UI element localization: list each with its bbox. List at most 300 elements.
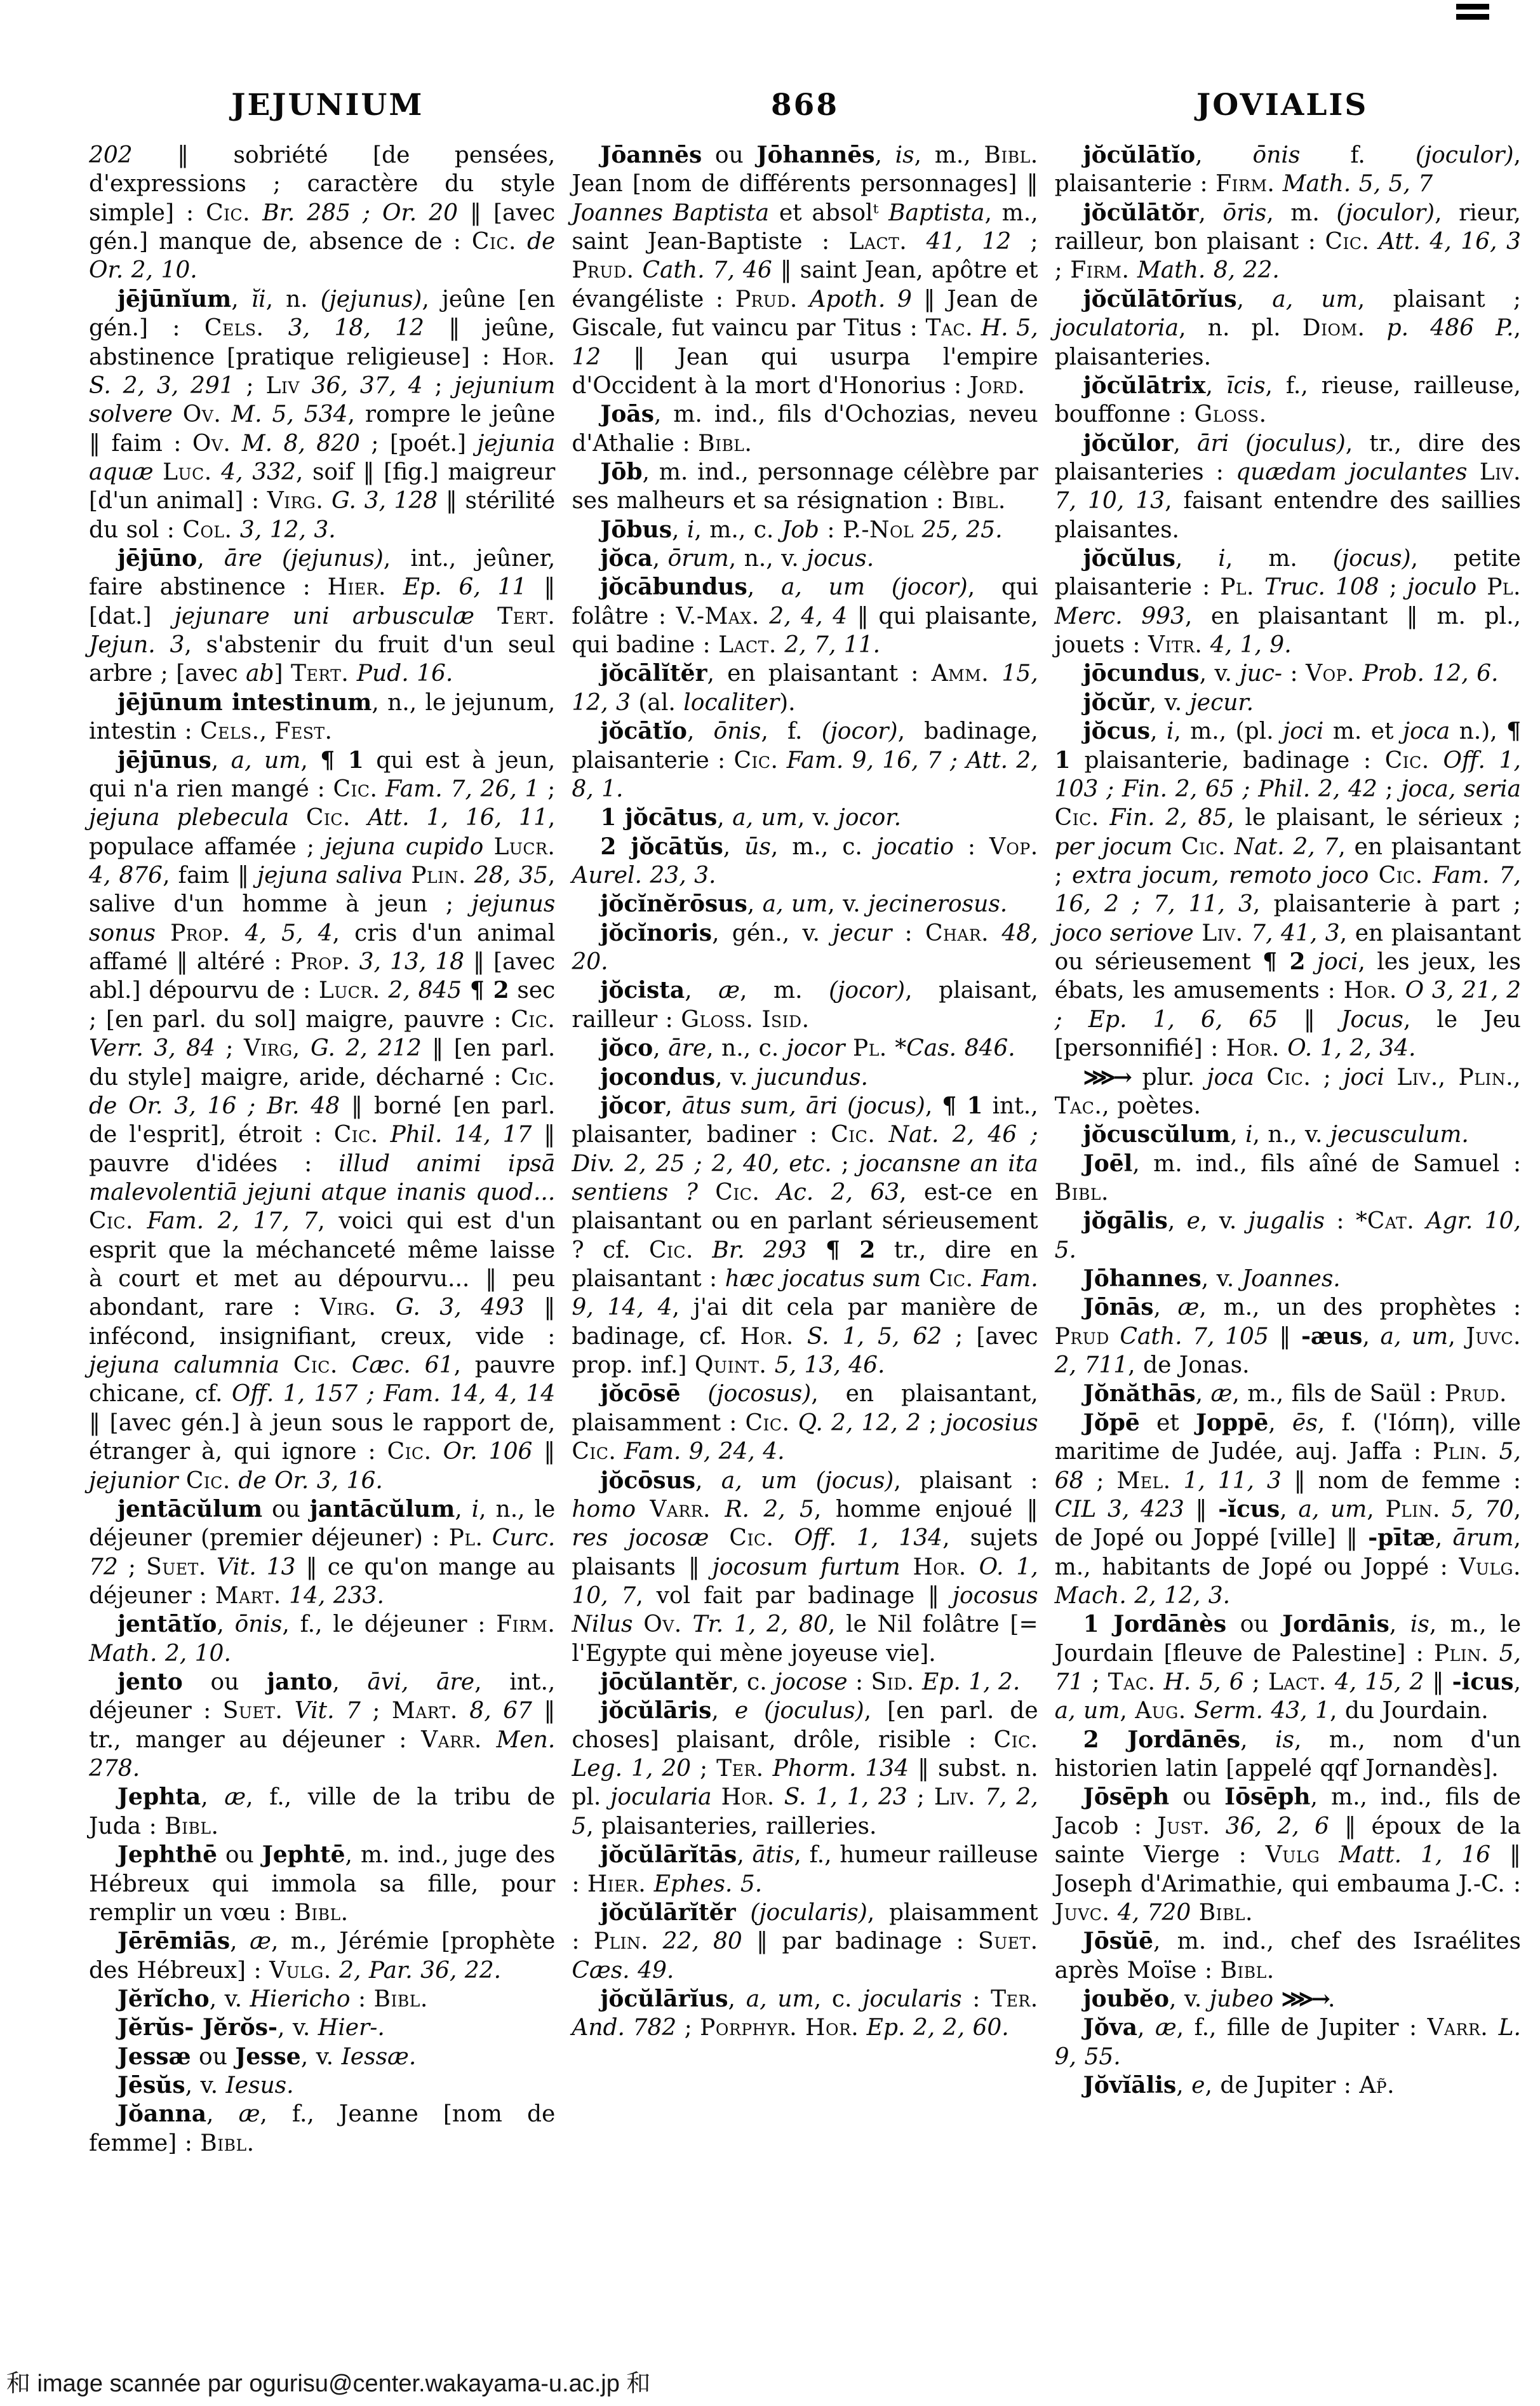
text-run: , f., fille de Jupiter : (1176, 2015, 1428, 2041)
text-run: quædam joculantes (1236, 459, 1468, 485)
text-run: jōcŭlantĕr (600, 1669, 732, 1696)
text-run: , (1137, 2015, 1155, 2041)
text-column (1055, 141, 1521, 2336)
text-run: ‖ Jean qui usurpa l'empire d'Occident à la mort d'Honorius : (572, 344, 1038, 399)
text-run: 15, 12, 3 (572, 661, 1038, 716)
dictionary-entry (572, 803, 1038, 832)
dictionary-entry (89, 1985, 555, 2013)
text-run: Hor. (913, 1554, 967, 1580)
text-run: ‖ (1277, 1006, 1341, 1033)
text-run: ; (676, 2015, 700, 2041)
text-run: ⋙→ (1083, 1063, 1130, 1091)
text-run: 3, 13, 18 (350, 949, 465, 976)
text-run: Tert. (497, 603, 556, 629)
text-run: , (1175, 546, 1219, 572)
text-run: illud animi ipsā malevolentiā jejuni atque inanis quod... (89, 1150, 556, 1206)
text-run: ‖ par badinage : (742, 1928, 979, 1955)
dictionary-entry (1055, 1207, 1521, 1265)
text-run: , en plaisantant ou sérieusement (1054, 920, 1521, 976)
text-run: , f. (761, 718, 822, 745)
text-run: 2, 845 (380, 978, 462, 1004)
text-run: ab (246, 661, 274, 687)
text-run: æ (224, 1784, 246, 1811)
text-run: (jejunus) (320, 286, 422, 313)
text-run: ; (215, 1035, 244, 1062)
dictionary-entry (1055, 429, 1521, 544)
text-run: Ephes. 5. (646, 1871, 763, 1897)
text-run: ĭi (251, 286, 266, 313)
text-run: ; (691, 1756, 717, 1782)
text-run: , voici qui est d'un esprit que la méchanceté même laisse à court et met au dépourvu... ‖ peu abondant, rare : (89, 1208, 556, 1321)
text-run: , f., ville de la tribu de Juda : (89, 1784, 556, 1839)
text-run: , m., c. (694, 516, 782, 543)
text-run: ‖ (1268, 1323, 1301, 1350)
text-run: , du Jourdain. (1329, 1698, 1489, 1724)
text-run: 41, 12 (907, 229, 1012, 255)
text-run: Ap̃. (1359, 2073, 1395, 2099)
text-run: Ov. (182, 401, 222, 428)
text-run: Ep. 1, 2. (914, 1669, 1021, 1696)
text-run: Hier-. (318, 2015, 385, 2041)
text-run: joubĕo (1083, 1986, 1169, 2012)
text-run: Bibl. (951, 488, 1006, 514)
text-run: Cic. (333, 776, 378, 802)
text-run: 28, 35 (465, 862, 548, 889)
text-run: ‖ (1424, 1669, 1452, 1696)
text-run: , (653, 1035, 669, 1062)
text-run: Jŏanna (117, 2100, 207, 2128)
dictionary-entry (1055, 1610, 1521, 1725)
text-run: ‖ Jean de Giscale, fut vaincu par Titus : (572, 286, 1038, 342)
text-run: ; (1083, 1467, 1117, 1494)
text-run (901, 1554, 913, 1580)
text-run: qui est à jeun, qui n'a rien mangé : (89, 747, 556, 802)
text-run: , m. (1225, 546, 1333, 572)
text-run: jŏcŭlārĭtās (600, 1841, 737, 1869)
text-run: a, um (762, 891, 828, 918)
text-run (1191, 1900, 1198, 1926)
text-run (483, 834, 493, 860)
text-run: , m., Jérémie [prophète des Hébreux] : (89, 1928, 556, 1984)
text-run: joculatoria (1054, 315, 1179, 342)
text-run: , en plaisantant ; (1054, 833, 1521, 889)
text-run: ‖ Joseph d'Arimathie, qui embauma J.-C. : (1054, 1842, 1521, 1897)
text-run: , (1240, 1726, 1275, 1753)
text-run: ; (360, 1698, 392, 1724)
dictionary-entry (572, 573, 1038, 659)
text-run: 202 (89, 142, 178, 168)
text-run: Tert. (291, 661, 349, 687)
text-run: , s'abstenir du fruit d'un seul arbre ; [avec (89, 632, 556, 687)
text-run (698, 1179, 715, 1206)
text-run: , faim ‖ (163, 862, 257, 889)
text-run: Off. 1, 103 ; Fin. 2, 65 ; Phil. 2, 42 (1054, 747, 1521, 802)
text-run: a, um (1298, 1496, 1367, 1522)
text-run: , plaisant, railleur : (572, 978, 1038, 1033)
text-run: jŏcus (1083, 718, 1151, 745)
text-run: Liv (265, 372, 300, 399)
dictionary-entry (572, 1985, 1038, 2043)
text-run: Curc. 72 (89, 1525, 556, 1580)
text-run (289, 805, 306, 831)
text-run: ¶ 1 (320, 746, 364, 774)
text-run: , m. ind., personnage célèbre par ses malheurs et sa résignation : (572, 459, 1038, 514)
text-run: Hor. (721, 1784, 775, 1811)
text-run: jecinerosus. (868, 891, 1008, 918)
dictionary-text (89, 141, 1521, 2336)
text-run: Vop. (1306, 661, 1355, 687)
text-run: Fin. 2, 85 (1099, 805, 1228, 831)
text-run: Or. 106 (431, 1439, 533, 1465)
dictionary-entry (572, 1668, 1038, 1697)
text-run: ; (1311, 1064, 1344, 1091)
text-run: , v. (300, 2043, 342, 2070)
text-run: Liv., Plin., Tac. (1054, 1064, 1521, 1119)
text-run: , (1150, 718, 1167, 745)
text-run: , (300, 747, 321, 774)
text-run: i (1245, 1122, 1253, 1148)
text-run: Nat. 2, 7 (1226, 833, 1339, 860)
dictionary-entry (572, 544, 1038, 573)
text-run: Jōb (600, 458, 643, 485)
text-run: ou (262, 1496, 310, 1522)
text-run: jocus. (807, 546, 874, 572)
text-run: Diom. (1302, 315, 1365, 342)
text-run: , (1167, 1208, 1187, 1235)
text-run: ‖ [avec gén.] à jeun sous le rapport de, étranger à, qui ignore : (89, 1409, 556, 1465)
text-run: Liv. (1202, 920, 1243, 946)
text-run: Cic. (206, 199, 251, 226)
dictionary-entry (572, 1697, 1038, 1841)
text-run: , (1198, 199, 1223, 226)
text-run: , homme enjoué ‖ (814, 1496, 1038, 1522)
text-run: i (1166, 718, 1174, 745)
dictionary-entry (1055, 1409, 1521, 1611)
dictionary-entry (1055, 1265, 1521, 1293)
text-run: , plaisanteries, railleries. (586, 1813, 877, 1839)
text-run: Vit. 7 (283, 1698, 361, 1724)
text-run (921, 1266, 928, 1292)
text-run: jantācŭlum (309, 1495, 455, 1522)
text-run: 2 Jordānēs (1083, 1726, 1241, 1753)
text-run: jŏcŭlārĭus (600, 1986, 728, 2012)
text-run: , (230, 1928, 250, 1955)
dictionary-entry (1055, 717, 1521, 1063)
text-run: Tr. 1, 2, 80 (681, 1611, 828, 1638)
text-run: Verr. 3, 84 (89, 1035, 215, 1062)
text-run: O. 1, 2, 34. (1279, 1035, 1416, 1062)
text-run: M. 8, 820 (231, 430, 360, 457)
text-run: H. 5, 12 (572, 315, 1038, 370)
text-run: Prud. (1444, 1381, 1507, 1408)
text-run: Quint. (694, 1352, 767, 1379)
text-run: , (652, 546, 668, 572)
text-run: jējūnus (117, 746, 211, 774)
text-run: jejunia aquæ (89, 430, 556, 485)
text-run: ‖ borné [en parl. de l'esprit], étroit : (89, 1092, 556, 1148)
text-run (403, 863, 411, 889)
text-run: Lact. (718, 632, 777, 659)
text-run: Cic. (1378, 862, 1423, 889)
text-run: L. 9, 55. (1054, 2015, 1521, 2070)
text-run: Ter. (716, 1756, 764, 1782)
text-run: Prud (1054, 1323, 1109, 1350)
text-run: , m. (740, 978, 829, 1004)
dictionary-entry (1055, 1120, 1521, 1149)
text-run: , m. (1266, 199, 1337, 226)
text-run: Virg. (267, 488, 324, 514)
text-run: , (206, 2101, 239, 2128)
text-run: , est-ce en plaisantant ou en parlant sérieusement ? cf. (572, 1179, 1038, 1263)
text-run: 4, 15, 2 (1326, 1669, 1424, 1696)
text-run: Varr. (650, 1496, 711, 1522)
text-run: Firm. (496, 1611, 556, 1638)
page-number: 868 (770, 88, 840, 123)
text-run: 48, 20. (572, 920, 1038, 976)
text-run: Firm. (1070, 257, 1130, 284)
text-run: , f., humeur railleuse : (572, 1842, 1038, 1897)
text-run: jŏcŭlātrix (1083, 372, 1206, 399)
text-run: Prud. (735, 286, 798, 313)
text-run: , sujets plaisants ‖ (572, 1525, 1038, 1580)
text-run: , (1435, 1525, 1453, 1552)
text-run: jējūnĭum (117, 285, 232, 313)
text-run: jŏcŭlātōrĭus (1083, 285, 1237, 313)
text-run: Cic. (89, 1208, 133, 1235)
text-run: 2, 4, 4 (759, 603, 848, 629)
text-run (636, 1496, 650, 1522)
text-run: Att. 4, 16, 3 (1369, 229, 1521, 255)
text-run: , soif ‖ [fig.] maigreur [d'un animal] : (89, 459, 556, 514)
text-run: Cic. (831, 1122, 876, 1148)
text-run: , v. (797, 805, 838, 831)
text-run: Truc. 108 (1254, 574, 1379, 601)
text-run: jŏcōsus (600, 1467, 696, 1494)
text-run: Cic. (1266, 1064, 1311, 1091)
text-run: , badinage, plaisanterie : (572, 718, 1038, 774)
text-run: jŏcĭnoris (600, 919, 713, 946)
text-run: Joannes. (1242, 1266, 1341, 1293)
text-run: , int., jeûner, faire abstinence : (89, 546, 556, 601)
dictionary-entry (1055, 141, 1521, 199)
text-run: Jesse (235, 2043, 301, 2070)
text-run: , (201, 1784, 225, 1811)
text-run: jējūno (117, 545, 198, 572)
dictionary-entry (1055, 659, 1521, 688)
text-run: Phorm. 134 (763, 1756, 909, 1782)
text-run: , (1268, 1409, 1292, 1436)
text-run: Bibl. (200, 2130, 255, 2156)
text-run: jŏcista (600, 977, 685, 1004)
text-run: 5, 71 (1054, 1640, 1521, 1696)
text-run: Phil. 14, 17 (378, 1122, 532, 1148)
text-run: 25, 25. (914, 516, 1003, 543)
text-run: ‖ tr., manger au déjeuner : (89, 1698, 556, 1753)
text-run: int., plaisanter, badiner : (572, 1092, 1038, 1148)
scanner-credit: 和 image scannée par ogurisu@center.wakayama-u.ac.jp 和 (6, 2370, 651, 2397)
text-run: Mart. (391, 1698, 458, 1724)
text-run: ⋙→ (1281, 1986, 1329, 2012)
text-run: Ov. (643, 1611, 682, 1638)
text-run: Pl. (1220, 574, 1254, 601)
text-run: , (1120, 1698, 1135, 1724)
text-run: , en plaisantant, plaisamment : (572, 1381, 1038, 1436)
text-run: (jocosus) (707, 1381, 812, 1408)
text-run: , (1195, 1381, 1211, 1408)
text-run: Vit. 13 (206, 1554, 296, 1580)
dictionary-entry (572, 890, 1038, 918)
text-run: Jōnās (1083, 1294, 1154, 1321)
text-run (462, 978, 470, 1004)
text-run: : (892, 920, 925, 946)
text-run: , pauvre chicane, cf. (89, 1352, 556, 1408)
text-run (1306, 949, 1317, 975)
text-run: 4, 1, 9. (1202, 632, 1292, 659)
text-run: æ (718, 978, 740, 1004)
scan-artifact-bar (1456, 4, 1489, 10)
text-run: Jean [nom de différents personnages] ‖ (572, 171, 1038, 198)
text-run: , salive d'un homme à jeun ; (89, 862, 556, 918)
text-run: jocondus (600, 1063, 716, 1091)
text-run: ou (182, 1669, 267, 1696)
text-run: ; (1011, 229, 1038, 255)
text-run: Q. 2, 12, 2 (789, 1409, 921, 1436)
text-run: ‖ époux de la sainte Vierge : (1054, 1813, 1521, 1869)
text-run: jocularis (862, 1986, 962, 2012)
text-run: Jōhannēs (756, 142, 875, 168)
dictionary-entry (1055, 1726, 1521, 1784)
text-run: , (1205, 372, 1226, 399)
text-run: Vulg. (269, 1957, 331, 1984)
text-run: f. (1300, 142, 1416, 168)
text-run: Off. 1, 157 ; Fam. 14, 4, 14 (231, 1381, 556, 1408)
text-run: Matt. 1, 16 (1320, 1842, 1491, 1869)
dictionary-entry (572, 400, 1038, 458)
text-run: (joculor) (1415, 142, 1514, 168)
text-run: Cic. (471, 229, 516, 255)
text-run: , (1176, 2073, 1192, 2099)
text-run: ‖ [en parl. du style] maigre, aride, décharné : (89, 1035, 556, 1091)
text-run: G. 3, 128 (323, 488, 438, 514)
text-run: Cath. 7, 105 (1109, 1323, 1269, 1350)
text-run: , vol fait par badinage ‖ (636, 1582, 953, 1609)
text-run: Bibl. (373, 1986, 428, 2012)
dictionary-entry (572, 1380, 1038, 1466)
text-run: ‖ qui plaisante, qui badine : (572, 603, 1038, 659)
text-run: ‖ ce qu'on mange au déjeuner : (89, 1554, 556, 1609)
text-run: jecur. (1189, 689, 1254, 716)
text-run: , (747, 574, 781, 601)
text-run: Prop. (170, 920, 231, 946)
text-run: Vulg (1265, 1842, 1320, 1869)
text-run: , cris d'un animal affamé ‖ altéré : (89, 920, 556, 976)
text-run: , qui folâtre : (572, 574, 1038, 629)
text-run: , m., habitants de Jopé ou Joppé : (1054, 1525, 1521, 1580)
text-run: ¶ 1 (942, 1092, 983, 1119)
text-run: jento (117, 1669, 183, 1696)
text-run: ōris (1222, 199, 1267, 226)
text-run: Hiericho (250, 1986, 351, 2012)
dictionary-entry (572, 1034, 1038, 1063)
text-run: p. 486 P. (1365, 315, 1514, 342)
text-run: ou (217, 1842, 262, 1869)
text-run: Prop. (290, 949, 351, 976)
text-run: , m., saint Jean-Baptiste : (572, 199, 1038, 255)
text-run: , m., fils de Saül : (1232, 1381, 1445, 1408)
text-run: Cic. (1054, 805, 1099, 831)
text-run: 4, 876 (89, 862, 163, 889)
text-run: (joculor) (1336, 199, 1435, 226)
text-run: 7, 2, 5 (572, 1784, 1038, 1839)
text-run: , (1513, 1669, 1522, 1696)
text-run: is (895, 142, 914, 168)
text-run: , m. ind., juge des Hébreux qui immola sa fille, pour remplir un vœu : (89, 1842, 556, 1926)
text-run: ‖ infécond, insignifiant, creux, vide : (89, 1294, 556, 1350)
text-run: Varr. (1427, 2015, 1489, 2041)
text-run: Virg. (319, 1294, 377, 1321)
text-run: jocosum furtum (712, 1554, 901, 1580)
text-run: ‖ stérilité du sol : (89, 488, 556, 543)
text-run (1384, 1065, 1396, 1091)
text-run: Suet. (222, 1698, 283, 1724)
text-run: Iōsēph (1224, 1784, 1311, 1811)
dictionary-entry (572, 1467, 1038, 1669)
text-run: ; (234, 372, 266, 399)
dictionary-entry (1055, 1380, 1521, 1408)
text-run: , (1236, 286, 1273, 313)
text-run (1254, 1065, 1266, 1091)
text-run: , gén., v. (712, 920, 833, 946)
text-run: Att. 1, 16, 11 (350, 805, 548, 831)
text-run: : (350, 1986, 374, 2012)
dictionary-entry (572, 516, 1038, 544)
text-run: 36, 2, 6 (1210, 1813, 1329, 1839)
text-run: Ter. (991, 1986, 1038, 2012)
text-run: Cic. (572, 1439, 617, 1465)
text-run: . (1328, 1986, 1336, 2012)
text-run: Serm. 43, 1 (1186, 1698, 1330, 1724)
text-run: Hor. (1226, 1035, 1280, 1062)
text-run: per jocum (1054, 833, 1173, 860)
text-run: Juvc. (1466, 1323, 1522, 1350)
text-run: Cic. (293, 1352, 338, 1379)
dictionary-entry (1055, 544, 1521, 659)
text-run: Jōhannes (1083, 1265, 1202, 1293)
text-run: jocor. (838, 805, 902, 831)
dictionary-entry (89, 2043, 555, 2071)
dictionary-entry (572, 458, 1038, 516)
text-run: a, um (746, 1986, 814, 2012)
text-run: , (1448, 1323, 1466, 1350)
text-run (712, 1784, 721, 1810)
text-run: Lucr. (493, 833, 556, 860)
text-run: Bibl. (984, 142, 1038, 168)
text-run: Jessæ (117, 2043, 191, 2070)
text-run: ¶ 2 (825, 1236, 876, 1263)
text-run: ātis (752, 1842, 794, 1869)
text-run: , populace affamée ; (89, 805, 556, 860)
text-run: Fest. (274, 718, 333, 745)
text-run: V.-Max. (676, 603, 760, 629)
text-run: Bibl. (698, 430, 753, 457)
entry-continuation (89, 141, 555, 285)
text-run: , (686, 718, 714, 745)
text-run: i (471, 1496, 479, 1522)
text-run: 4, 5, 4 (230, 920, 333, 946)
text-run: : (1282, 661, 1306, 687)
dictionary-entry (1055, 372, 1521, 429)
text-run: i (1218, 546, 1226, 572)
